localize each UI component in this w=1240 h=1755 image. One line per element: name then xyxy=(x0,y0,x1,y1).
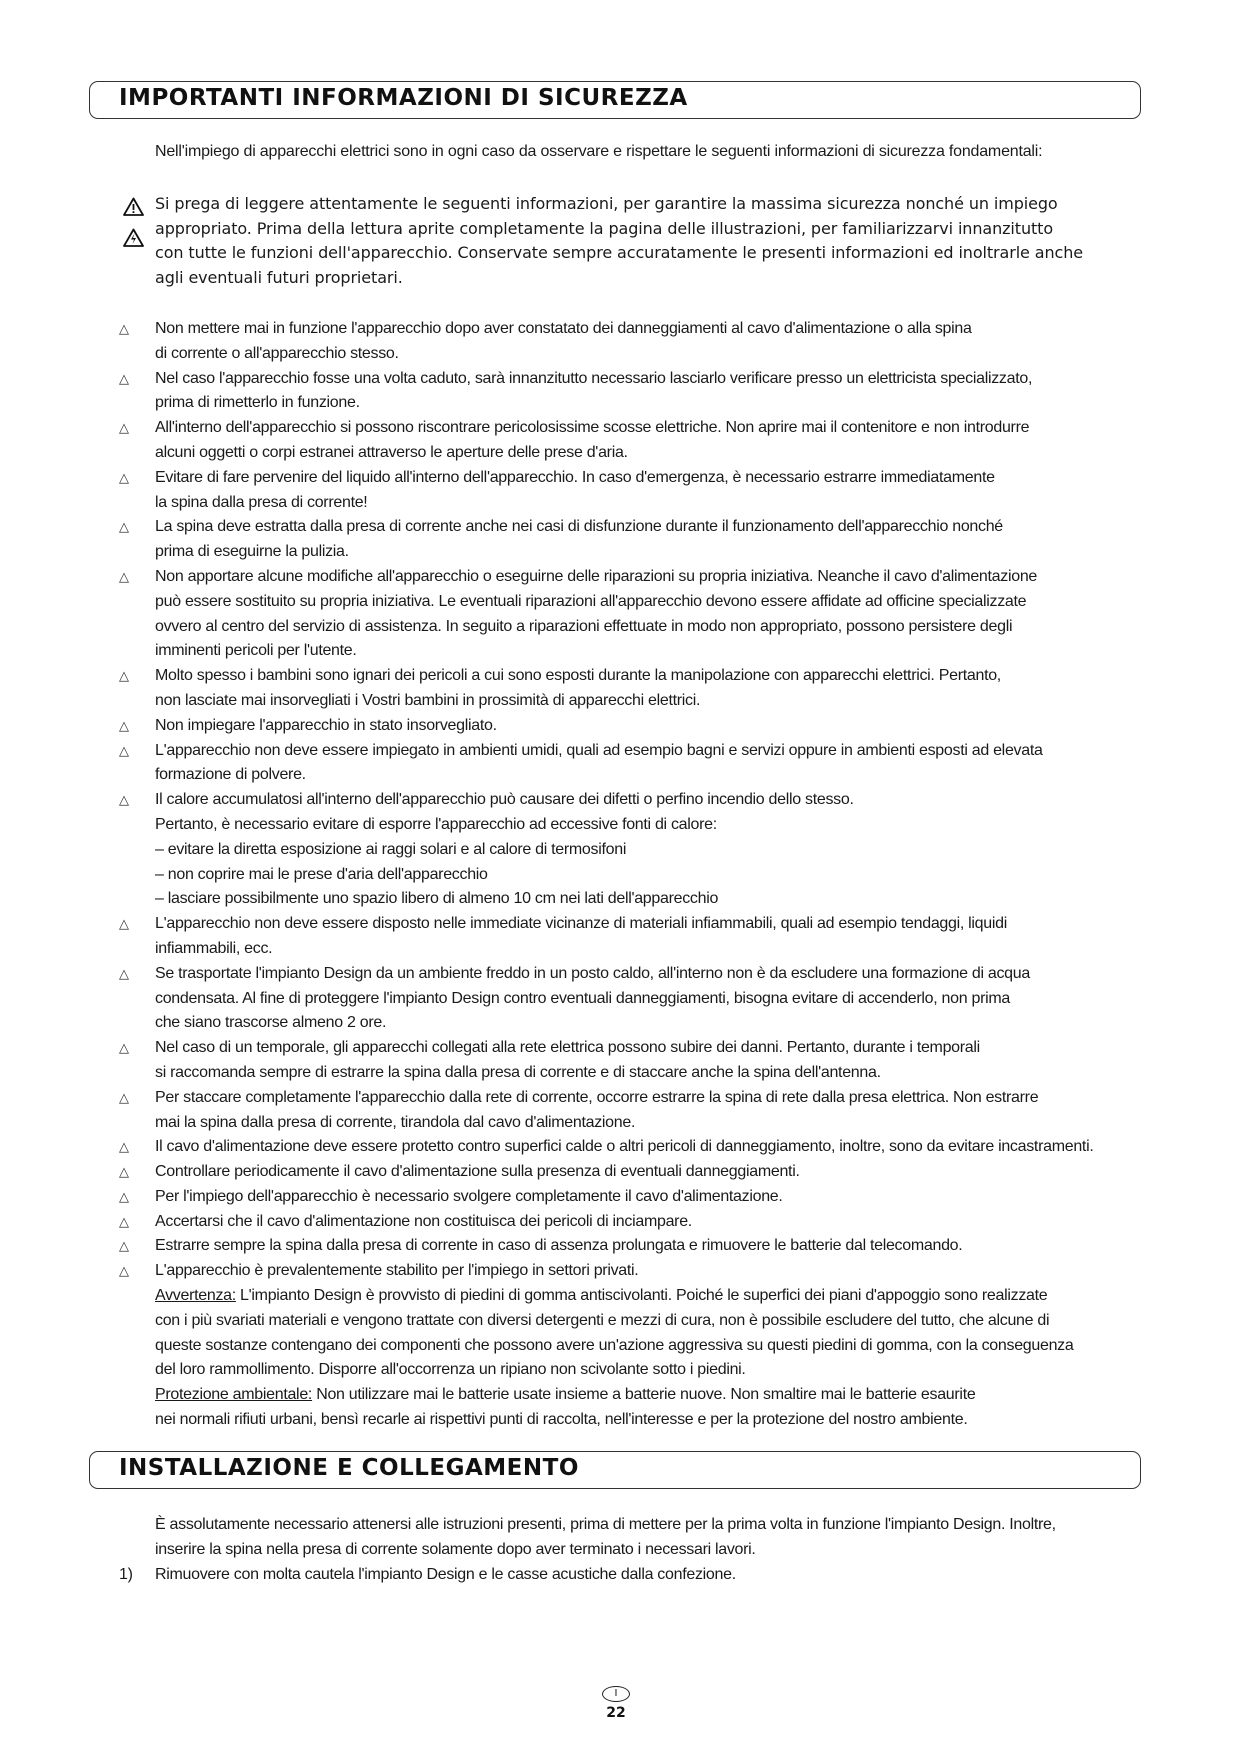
safety-warning-text xyxy=(155,192,1145,290)
bullet-triangle-icon: △ xyxy=(119,1165,129,1181)
bullet-triangle-icon: △ xyxy=(119,718,129,734)
safety-item xyxy=(119,1160,1175,1185)
installation-intro xyxy=(155,1512,1175,1562)
safety-item-line: la spina dalla presa di corrente! xyxy=(155,493,368,511)
safety-item-line: L'apparecchio è prevalentemente stabilito per l'impiego in settori privati. xyxy=(155,1262,639,1280)
bullet-triangle-icon: △ xyxy=(119,1189,129,1205)
bullet-triangle-icon: △ xyxy=(119,569,129,585)
warning-line: appropriato. Prima della lettura aprite completamente la pagina delle illustrazioni, per familiarizzarvi innanzitutto xyxy=(155,218,1054,238)
safety-item-line: – non coprire mai le prese d'aria dell'apparecchio xyxy=(155,865,488,883)
safety-item-line: non lasciate mai insorvegliati i Vostri bambini in prossimità di apparecchi elettrici. xyxy=(155,691,701,709)
installation-intro-line: inserire la spina nella presa di corrente solamente dopo aver terminato i necessari lavori. xyxy=(155,1541,756,1558)
step-number: 1) xyxy=(119,1566,133,1583)
bullet-triangle-icon: △ xyxy=(119,470,129,486)
installation-intro-line: È assolutamente necessario attenersi alle istruzioni presenti, prima di mettere per la prima volta in funzione l'impianto Design. Inoltre, xyxy=(155,1516,1056,1533)
safety-item-line: che siano trascorse almeno 2 ore. xyxy=(155,1014,387,1032)
bullet-triangle-icon: △ xyxy=(119,1214,129,1230)
bullet-triangle-icon: △ xyxy=(119,966,129,982)
safety-item-line: condensata. Al fine di proteggere l'impianto Design contro eventuali danneggiamenti, bisogna evitare di accenderlo, non prima xyxy=(155,989,1011,1007)
note-warning-text: L'impianto Design è provvisto di piedini di gomma antiscivolanti. Poiché le superfici dei piani d'appoggio sono realizzate xyxy=(235,1287,1048,1305)
safety-item xyxy=(119,962,1175,1036)
safety-item xyxy=(119,1086,1175,1136)
safety-item-line: Il cavo d'alimentazione deve essere protetto contro superfici calde o altri pericoli di danneggiamento, inoltre, sono da evitare incastramenti. xyxy=(155,1138,1094,1156)
safety-item xyxy=(119,565,1175,664)
note-environment-line: nei normali rifiuti urbani, bensì recarle ai rispettivi punti di raccolta, nell'interesse e per la protezione del nostro ambiente. xyxy=(155,1411,968,1429)
safety-item-line: Non impiegare l'apparecchio in stato insorvegliato. xyxy=(155,716,497,734)
safety-item-line: Per l'impiego dell'apparecchio è necessario svolgere completamente il cavo d'alimentazione. xyxy=(155,1187,783,1205)
safety-item-line: Estrarre sempre la spina dalla presa di corrente in caso di assenza prolungata e rimuovere le batterie dal telecomando. xyxy=(155,1237,963,1255)
safety-item-line: ovvero al centro del servizio di assistenza. In seguito a riparazioni effettuate in modo non appropriato, possono persistere degli xyxy=(155,617,1013,635)
safety-item-line: Accertarsi che il cavo d'alimentazione non costituisca dei pericoli di inciampare. xyxy=(155,1212,692,1230)
bullet-triangle-icon: △ xyxy=(119,520,129,536)
bullet-triangle-icon: △ xyxy=(119,1090,129,1106)
safety-item-line: All'interno dell'apparecchio si possono riscontrare pericolosissime scosse elettriche. Non aprire mai il contenitore e non introdurre xyxy=(155,419,1030,437)
safety-item-line: Controllare periodicamente il cavo d'alimentazione sulla presenza di eventuali danneggiamenti. xyxy=(155,1163,800,1181)
warning-icon xyxy=(123,228,144,247)
bullet-triangle-icon: △ xyxy=(119,322,129,337)
safety-item-line: si raccomanda sempre di estrarre la spina dalla presa di corrente e di staccare anche la spina dell'antenna. xyxy=(155,1063,881,1081)
bullet-triangle-icon: △ xyxy=(119,669,129,685)
safety-item-line: – evitare la diretta esposizione ai raggi solari e al calore di termosifoni xyxy=(155,840,627,858)
bullet-triangle-icon: △ xyxy=(119,1140,129,1156)
bullet-triangle-icon: △ xyxy=(119,1041,129,1057)
bullet-triangle-icon: △ xyxy=(119,1239,129,1255)
safety-item xyxy=(119,1259,1175,1433)
safety-item-line: La spina deve estratta dalla presa di corrente anche nei casi di disfunzione durante il funzionamento dell'apparecchio nonché xyxy=(155,518,1003,536)
safety-item xyxy=(119,367,1175,417)
bullet-triangle-icon: △ xyxy=(119,793,129,809)
safety-item xyxy=(119,1036,1175,1086)
section-title-safety: IMPORTANTI INFORMAZIONI DI SICUREZZA xyxy=(119,85,688,111)
section-header-installation xyxy=(89,1451,1141,1489)
safety-item xyxy=(119,664,1175,714)
language-badge: I xyxy=(602,1686,630,1702)
installation-step xyxy=(119,1562,736,1587)
safety-item xyxy=(119,466,1175,516)
safety-item-line: Se trasportate l'impianto Design da un ambiente freddo in un posto caldo, all'interno non è da escludere una formazione di acqua xyxy=(155,964,1030,982)
safety-item-line: Evitare di fare pervenire del liquido all'interno dell'apparecchio. In caso d'emergenza, è necessario estrarre immediatamente xyxy=(155,468,995,486)
safety-item xyxy=(119,317,1175,367)
safety-item-line: di corrente o all'apparecchio stesso. xyxy=(155,344,399,362)
safety-item xyxy=(119,788,1175,912)
note-warning-line: con i più svariati materiali e vengono trattate con diversi detergenti e mezzi di cura, non è possibile escludere del tutto, che alcune di xyxy=(155,1311,1050,1329)
safety-item xyxy=(119,714,1175,739)
safety-item-line: Pertanto, è necessario evitare di esporre l'apparecchio ad eccessive fonti di calore: xyxy=(155,815,717,833)
safety-item xyxy=(119,1234,1175,1259)
safety-item-line: infiammabili, ecc. xyxy=(155,939,273,957)
safety-item-line: L'apparecchio non deve essere disposto nelle immediate vicinanze di materiali infiammabili, quali ad esempio tendaggi, liquidi xyxy=(155,915,1007,933)
warning-line: agli eventuali futuri proprietari. xyxy=(155,267,403,287)
bullet-triangle-icon: △ xyxy=(119,743,129,759)
bullet-triangle-icon: △ xyxy=(119,371,129,387)
safety-item-line: Molto spesso i bambini sono ignari dei pericoli a cui sono esposti durante la manipolazione con apparecchi elettrici. Pertanto, xyxy=(155,667,1001,685)
warning-icon xyxy=(123,197,144,216)
safety-item-line: Non apportare alcune modifiche all'apparecchio o eseguirne delle riparazioni su propria iniziativa. Neanche il cavo d'alimentazione xyxy=(155,567,1038,585)
safety-item-line: imminenti pericoli per l'utente. xyxy=(155,642,357,660)
section-header-safety xyxy=(89,81,1141,119)
safety-intro: Nell'impiego di apparecchi elettrici sono in ogni caso da osservare e rispettare le seguenti informazioni di sicurezza fondamentali: xyxy=(155,143,1043,160)
safety-item-line: Nel caso di un temporale, gli apparecchi collegati alla rete elettrica possono subire dei danni. Pertanto, durante i temporali xyxy=(155,1039,980,1057)
bullet-triangle-icon: △ xyxy=(119,917,129,933)
safety-item-line: Non mettere mai in funzione l'apparecchio dopo aver constatato dei danneggiamenti al cavo d'alimentazione o alla spina xyxy=(155,320,972,337)
safety-item-line: mai la spina dalla presa di corrente, tirandola dal cavo d'alimentazione. xyxy=(155,1113,636,1131)
safety-item-line: prima di rimetterlo in funzione. xyxy=(155,394,360,412)
step-text: Rimuovere con molta cautela l'impianto Design e le casse acustiche dalla confezione. xyxy=(155,1566,736,1583)
note-warning-line xyxy=(155,1284,1175,1309)
safety-item-line: alcuni oggetti o corpi estranei attraverso le aperture delle prese d'aria. xyxy=(155,443,628,461)
safety-item xyxy=(119,912,1175,962)
safety-item xyxy=(119,1135,1175,1160)
safety-list xyxy=(119,317,1175,1433)
safety-item-line: può essere sostituito su propria iniziativa. Le eventuali riparazioni all'apparecchio devono essere affidate ad officine specializzate xyxy=(155,592,1027,610)
warning-line: Si prega di leggere attentamente le seguenti informazioni, per garantire la massima sicurezza nonché un impiego xyxy=(155,194,1058,213)
safety-item-line: L'apparecchio non deve essere impiegato in ambienti umidi, quali ad esempio bagni e servizi oppure in ambienti esposti ad elevata xyxy=(155,741,1043,759)
page-number: 22 xyxy=(606,1705,626,1721)
section-title-installation: INSTALLAZIONE E COLLEGAMENTO xyxy=(119,1455,579,1481)
note-warning-line: queste sostanze contengano dei componenti che possono avere un'azione aggressiva su questi piedini di gomma, con la conseguenza xyxy=(155,1336,1074,1354)
safety-item xyxy=(119,1210,1175,1235)
bullet-triangle-icon: △ xyxy=(119,1264,129,1280)
safety-item-line: prima di eseguirne la pulizia. xyxy=(155,543,349,561)
safety-item xyxy=(119,1185,1175,1210)
note-environment-label: Protezione ambientale: xyxy=(155,1386,313,1404)
note-environment-text: Non utilizzare mai le batterie usate insieme a batterie nuove. Non smaltire mai le batterie esaurite xyxy=(312,1386,976,1404)
safety-item xyxy=(119,515,1175,565)
safety-item-line: formazione di polvere. xyxy=(155,766,306,784)
safety-item xyxy=(119,739,1175,789)
safety-item xyxy=(119,416,1175,466)
safety-item-line: – lasciare possibilmente uno spazio libero di almeno 10 cm nei lati dell'apparecchio xyxy=(155,890,719,908)
note-warning-label: Avvertenza: xyxy=(155,1287,236,1305)
safety-item-line: Il calore accumulatosi all'interno dell'apparecchio può causare dei difetti o perfino incendio dello stesso. xyxy=(155,791,854,809)
warning-line: con tutte le funzioni dell'apparecchio. Conservate sempre accuratamente le presenti informazioni ed inoltrarle anche xyxy=(155,243,1083,262)
bullet-triangle-icon: △ xyxy=(119,421,129,437)
note-environment-line xyxy=(155,1383,1175,1408)
note-warning-line: del loro rammollimento. Disporre all'occorrenza un ripiano non scivolante sotto i piedini. xyxy=(155,1361,746,1379)
safety-item-line: Per staccare completamente l'apparecchio dalla rete di corrente, occorre estrarre la spina di rete dalla presa elettrica. Non estrarre xyxy=(155,1088,1039,1106)
safety-item-line: Nel caso l'apparecchio fosse una volta caduto, sarà innanzitutto necessario lasciarlo verificare presso un elettricista specializzato, xyxy=(155,369,1033,387)
